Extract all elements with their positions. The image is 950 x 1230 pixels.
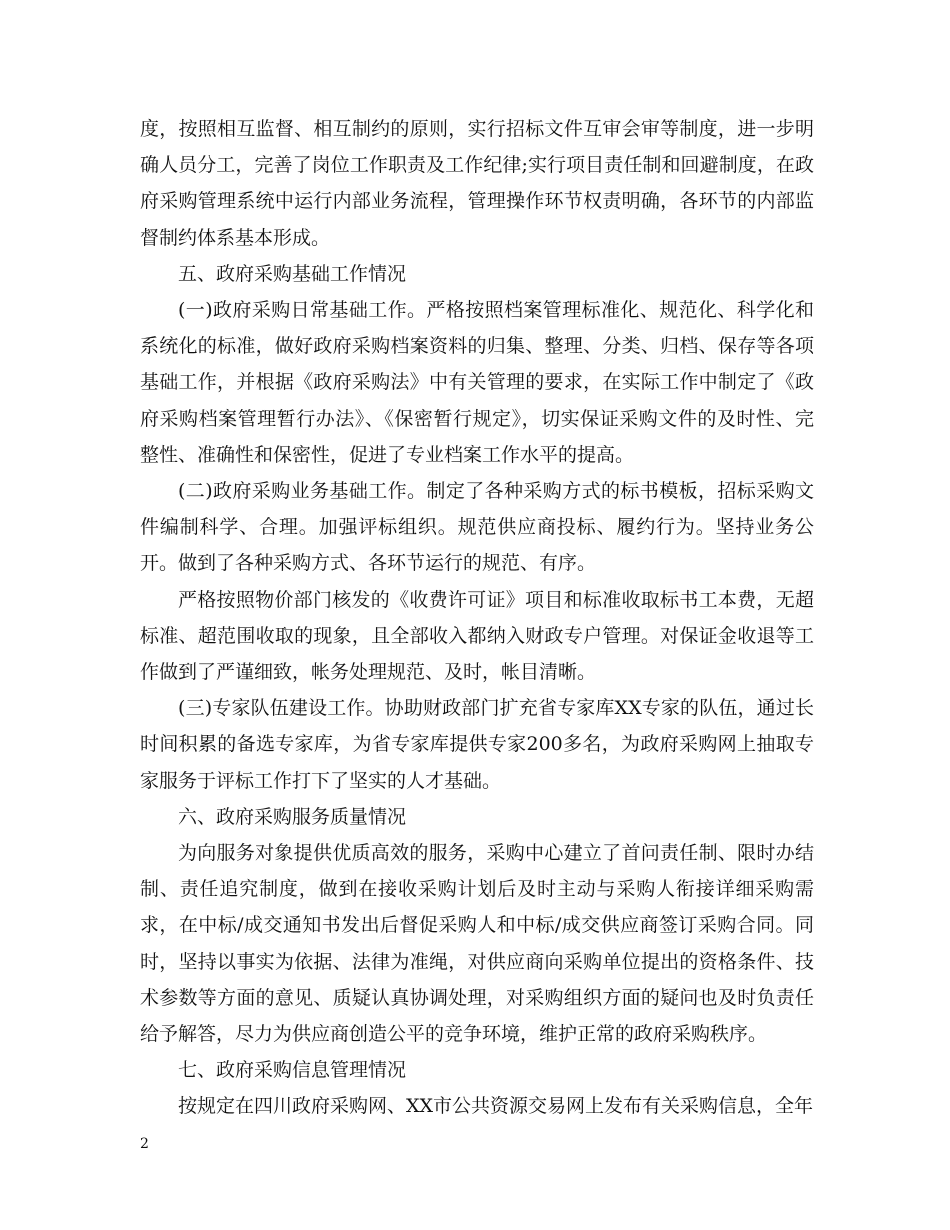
section-heading-7: 七、政府采购信息管理情况 bbox=[178, 1059, 407, 1082]
paragraph-fees: 严格按照物价部门核发的《收费许可证》项目和标准收取标书工本费，无超标准、超范围收取的现象，且全部收入都纳入财政专户管理。对保证金收退等工作做到了严谨细致，帐务处理规范、及时，帐目清晰。 bbox=[140, 588, 814, 684]
paragraph-daily-basics: (一)政府采购日常基础工作。严格按照档案管理标准化、规范化、科学化和系统化的标准，做好政府采购档案资料的归集、整理、分类、归档、保存等各项基础工作，并根据《政府采购法》中有关管理的要求，在实际工作中制定了《政府采购档案管理暂行办法》、《保密暂行规定》，切实保证采购文件的及时性、完整性、准确性和保密性，促进了专业档案工作水平的提高。 bbox=[140, 299, 814, 466]
paragraph-continuation: 度，按照相互监督、相互制约的原则，实行招标文件互审会审等制度，进一步明确人员分工，完善了岗位工作职责及工作纪律;实行项目责任制和回避制度，在政府采购管理系统中运行内部业务流程，管理操作环节权责明确，各环节的内部监督制约体系基本形成。 bbox=[140, 118, 814, 249]
document-body bbox=[140, 111, 814, 1125]
page-number: 2 bbox=[140, 1136, 149, 1152]
section-heading-5: 五、政府采购基础工作情况 bbox=[178, 262, 407, 285]
paragraph-service-quality: 为向服务对象提供优质高效的服务，采购中心建立了首问责任制、限时办结制、责任追究制度，做到在接收采购计划后及时主动与采购人衔接详细采购需求，在中标/成交通知书发出后督促采购人和中标/成交供应商签订采购合同。同时，坚持以事实为依据、法律为准绳，对供应商向采购单位提出的资格条件、技术参数等方面的意见、质疑认真协调处理，对采购组织方面的疑问也及时负责任给予解答，尽力为供应商创造公平的竞争环境，维护正常的政府采购秩序。 bbox=[140, 842, 814, 1046]
paragraph-business-basics: (二)政府采购业务基础工作。制定了各种采购方式的标书模板，招标采购文件编制科学、合理。加强评标组织。规范供应商投标、履约行为。坚持业务公开。做到了各种采购方式、各环节运行的规范、有序。 bbox=[140, 480, 814, 575]
paragraph-info-management: 按规定在四川政府采购网、XX市公共资源交易网上发布有关采购信息，全年 bbox=[178, 1095, 814, 1118]
paragraph-expert-team: (三)专家队伍建设工作。协助财政部门扩充省专家库XX专家的队伍，通过长时间积累的备选专家库，为省专家库提供专家200多名，为政府采购网上抽取专家服务于评标工作打下了坚实的人才基础。 bbox=[140, 697, 814, 792]
section-heading-6: 六、政府采购服务质量情况 bbox=[178, 805, 407, 828]
